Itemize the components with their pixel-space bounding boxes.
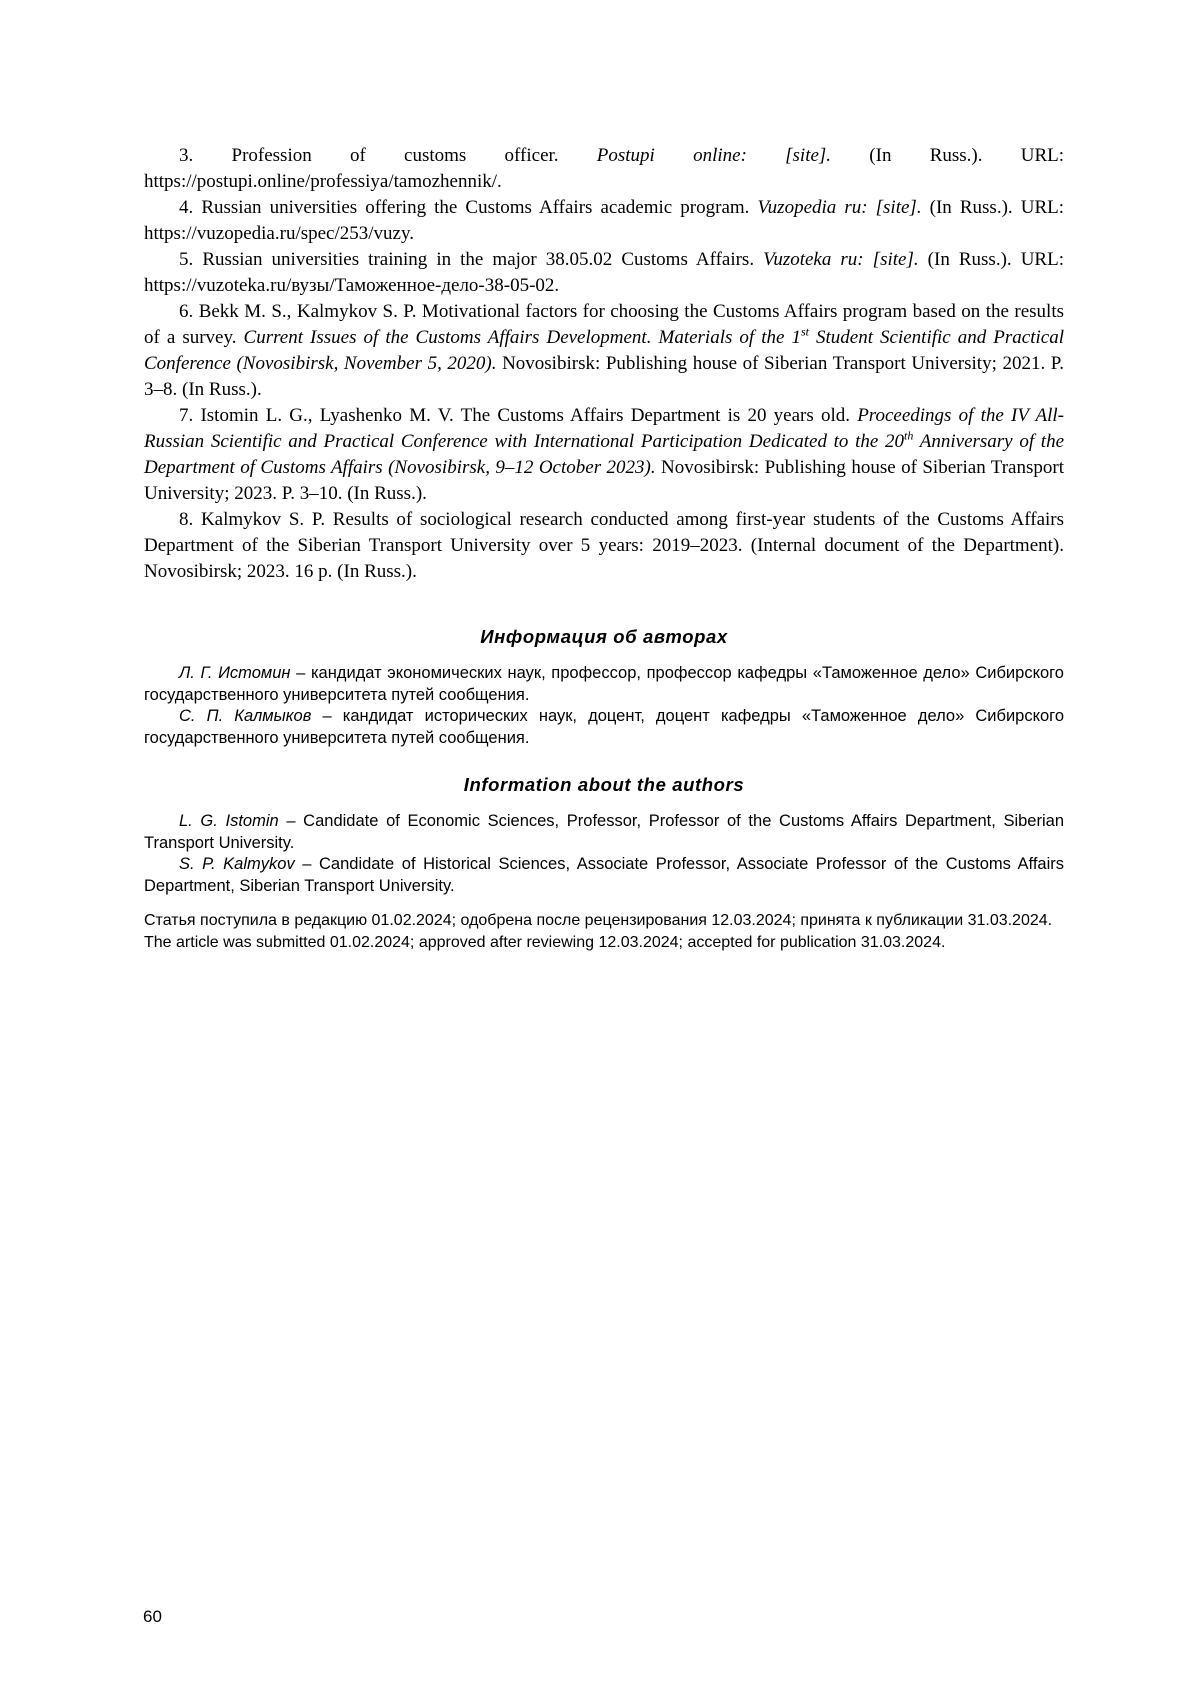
authors-info-ru [144, 625, 1064, 749]
reference-number: 3. [179, 145, 193, 166]
reference-text: Istomin L. G., Lyashenko M. V. The Customs Affairs Department is 20 years old. [200, 405, 857, 426]
authors-heading-en: Information about the authors [144, 773, 1064, 797]
reference-rest: Novosibirsk: Publishing house of Siberian Transport University; 2021. P. 3–8. (In Russ.). [144, 353, 1064, 400]
reference-item [144, 299, 1064, 403]
authors-info-en [144, 773, 1064, 897]
author-name: S. P. Kalmykov [179, 855, 295, 873]
reference-text: Kalmykov S. P. Results of sociological research conducted among first-year students of the Customs Affairs Department of the Siberian Transport University over 5 years: 2019–2023. (Internal document of the Department). Novosibirsk; 2023. 16 p. (In Russ.). [144, 509, 1064, 582]
reference-item [144, 403, 1064, 507]
author-name: С. П. Калмыков [179, 707, 311, 725]
author-name: Л. Г. Истомин [179, 664, 290, 682]
reference-text: Russian universities training in the major 38.05.02 Customs Affairs. [202, 249, 763, 270]
reference-source-part: Current Issues of the Customs Affairs Development. Materials of the 1 [244, 327, 801, 348]
page-number: 60 [143, 1607, 162, 1627]
reference-rest: Novosibirsk: Publishing house of Siberian Transport University; 2023. P. 3–10. (In Russ.). [144, 457, 1064, 504]
author-description: – Candidate of Economic Sciences, Professor, Professor of the Customs Affairs Department, Siberian Transport University. [144, 812, 1064, 852]
reference-number: 6. [179, 301, 193, 322]
author-entry [144, 811, 1064, 854]
reference-list [144, 143, 1064, 585]
article-dates [144, 910, 1064, 953]
reference-source: Postupi online: [site]. [597, 145, 831, 166]
reference-text: Bekk M. S., Kalmykov S. P. Motivational factors for choosing the Customs Affairs program based on the results of a survey. [144, 301, 1064, 348]
reference-number: 4. [179, 197, 193, 218]
page [0, 0, 1200, 1697]
reference-source-part: Student Scientific and Practical Conference (Novosibirsk, November 5, 2020). [144, 327, 1064, 374]
reference-source-part: Anniversary of the Department of Customs Affairs (Novosibirsk, 9–12 October 2023). [144, 431, 1064, 478]
author-name: L. G. Istomin [179, 812, 279, 830]
superscript: st [801, 325, 809, 339]
author-description: – Candidate of Historical Sciences, Associate Professor, Associate Professor of the Customs Affairs Department, Siberian Transport University. [144, 855, 1064, 895]
reference-item [144, 195, 1064, 247]
reference-text: Russian universities offering the Customs Affairs academic program. [201, 197, 757, 218]
reference-source: Vuzopedia ru: [site]. [757, 197, 921, 218]
reference-item [144, 507, 1064, 585]
dates-ru: Статья поступила в редакцию 01.02.2024; одобрена после рецензирования 12.03.2024; принята к публика­ции 31.03.2024. [144, 910, 1064, 932]
reference-rest: (In Russ.). URL: https://postupi.online/professiya/tamozhennik/. [144, 145, 1064, 192]
reference-item [144, 247, 1064, 299]
author-description: – кандидат исторических наук, доцент, доцент кафедры «Таможенное дело» Сибирского государственного университета путей сообщения. [144, 707, 1064, 747]
reference-number: 5. [179, 249, 193, 270]
reference-rest: (In Russ.). URL: https://vuzoteka.ru/вузы/Таможенное-дело-38-05-02. [144, 249, 1064, 296]
reference-source: Vuzoteka ru: [site]. [763, 249, 918, 270]
superscript: th [904, 429, 913, 443]
reference-item [144, 143, 1064, 195]
author-entry [144, 663, 1064, 706]
reference-text: Profession of customs officer. [232, 145, 597, 166]
author-entry [144, 706, 1064, 749]
author-description: – кандидат экономических наук, профессор, профессор кафедры «Таможенное дело» Сибирского государственного университета путей сообщения. [144, 664, 1064, 704]
authors-heading-ru: Информация об авторах [144, 625, 1064, 649]
dates-en: The article was submitted 01.02.2024; approved after reviewing 12.03.2024; accepted for publication 31.03.2024. [144, 932, 1064, 954]
reference-rest: (In Russ.). URL: https://vuzopedia.ru/spec/253/vuzy. [144, 197, 1064, 244]
reference-source-part: Proceedings of the IV All-Russian Scientific and Practical Conference with International Participation Dedicated to the 20 [144, 405, 1064, 452]
reference-number: 8. [179, 509, 193, 530]
reference-number: 7. [179, 405, 193, 426]
author-entry [144, 854, 1064, 897]
